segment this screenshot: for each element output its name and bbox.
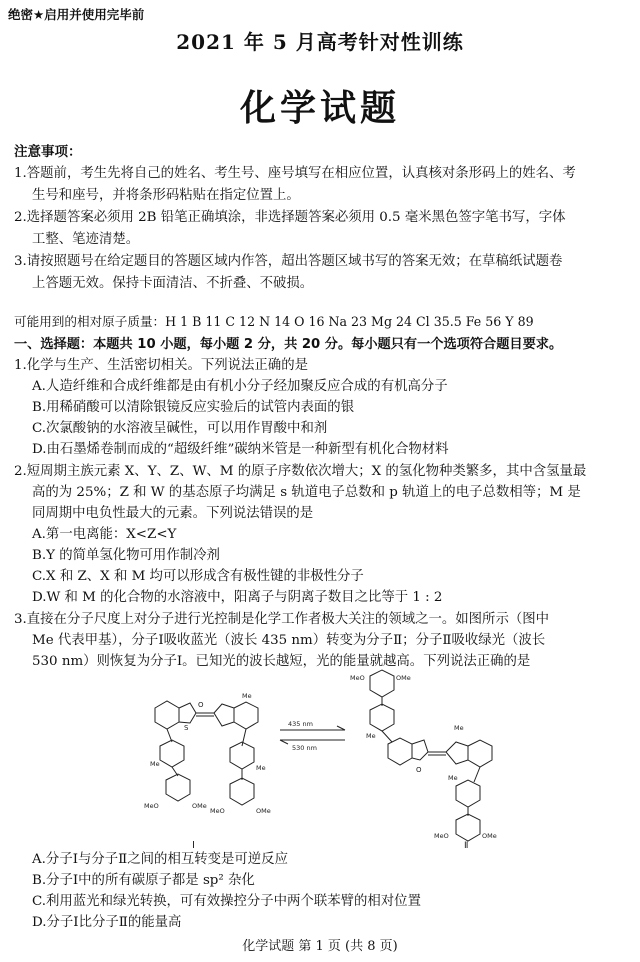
section-heading: 一、选择题：本题共 10 小题，每小题 2 分，共 20 分。每小题只有一个选项符合题目要求。 (14, 337, 563, 352)
methyl-label: Me (366, 732, 376, 740)
question-2-stem: 同周期中电负性最大的元素。下列说法错误的是 (32, 506, 314, 521)
question-3-option-d: D.分子Ⅰ比分子Ⅱ的能量高 (32, 915, 182, 930)
sulfur-atom: S (184, 724, 189, 732)
molecule-2-structure (370, 670, 492, 841)
question-1-stem: 1.化学与生产、生活密切相关。下列说法正确的是 (14, 358, 308, 373)
exam-title: 2021 年 5 月高考针对性训练 (176, 30, 464, 54)
notice-line: 1.答题前，考生先将自己的姓名、考生号、座号填写在相应位置，认真核对条形码上的姓名、考 (14, 166, 576, 181)
question-1-option-a: A.人造纤维和合成纤维都是由有机小分子经加聚反应合成的有机高分子 (32, 379, 448, 394)
question-2-option-c: C.X 和 Z、X 和 M 均可以形成含有极性键的非极性分子 (32, 569, 364, 584)
methyl-label: Me (150, 760, 160, 768)
question-1-option-b: B.用稀硝酸可以清除银镜反应实验后的试管内表面的银 (32, 400, 355, 415)
notice-line: 上答题无效。保持卡面清洁、不折叠、不破损。 (32, 276, 314, 291)
methoxy-label: MeO (350, 674, 365, 682)
methoxy-label: OMe (396, 674, 411, 682)
atomic-masses: 可能用到的相对原子质量：H 1 B 11 C 12 N 14 O 16 Na 23 Mg 24 Cl 35.5 Fe 56 Y 89 (14, 314, 534, 329)
arrow-label-530: 530 nm (292, 744, 317, 752)
subject-title: 化学试题 (239, 87, 400, 129)
methoxy-label: MeO (144, 802, 159, 810)
question-1-option-c: C.次氯酸钠的水溶液呈碱性，可以用作胃酸中和剂 (32, 421, 328, 436)
methyl-label: Me (242, 692, 252, 700)
page-footer: 化学试题 第 1 页 (共 8 页) (242, 939, 398, 954)
question-3-option-a: A.分子Ⅰ与分子Ⅱ之间的相互转变是可逆反应 (32, 852, 288, 867)
question-2-stem: 2.短周期主族元素 X、Y、Z、W、M 的原子序数依次增大；X 的氢化物种类繁多，其中含氢量最 (14, 464, 587, 479)
methoxy-label: OMe (192, 802, 207, 810)
oxygen-atom: O (416, 766, 422, 774)
molecule-2-label: Ⅱ (464, 841, 469, 848)
question-2-stem: 高的为 25%；Z 和 W 的基态原子均满足 s 轨道电子总数和 p 轨道上的电子总数相等；M 是 (32, 485, 581, 500)
notice-line: 2.选择题答案必须用 2B 铅笔正确填涂，非选择题答案必须用 0.5 毫米黑色签字笔书写，字体 (14, 210, 566, 225)
question-2-option-b: B.Y 的简单氢化物可用作制冷剂 (32, 548, 220, 563)
confidential-mark: 绝密★启用并使用完毕前 (8, 7, 145, 22)
question-2-option-a: A.第一电离能：X<Z<Y (32, 527, 177, 542)
question-3-stem: 3.直接在分子尺度上对分子进行光控制是化学工作者极大关注的领域之一。如图所示（图中 (14, 612, 550, 627)
question-3-option-b: B.分子Ⅰ中的所有碳原子都是 sp² 杂化 (32, 873, 255, 888)
arrow-label-435: 435 nm (288, 720, 313, 728)
question-1-option-d: D.由石墨烯卷制而成的“超级纤维”碳纳米管是一种新型有机化合物材料 (32, 442, 449, 457)
notice-line: 工整、笔迹清楚。 (32, 232, 140, 247)
methyl-label: Me (454, 724, 464, 732)
question-3-stem: 530 nm）则恢复为分子Ⅰ。已知光的波长越短，光的能量就越高。下列说法正确的是 (32, 654, 531, 669)
oxygen-atom: O (198, 701, 204, 709)
notice-line: 3.请按照题号在给定题目的答题区域内作答，超出答题区域书写的答案无效；在草稿纸试题卷 (14, 254, 563, 269)
methoxy-label: OMe (482, 832, 497, 840)
notice-heading: 注意事项： (14, 144, 82, 160)
question-3-stem: Me 代表甲基），分子Ⅰ吸收蓝光（波长 435 nm）转变为分子Ⅱ；分子Ⅱ吸收绿光（波长 (32, 633, 546, 648)
molecule-1-label: Ⅰ (192, 840, 195, 848)
methyl-label: Me (256, 764, 266, 772)
notice-line: 生号和座号，并将条形码粘贴在指定位置上。 (32, 188, 300, 203)
question-3-option-c: C.利用蓝光和绿光转换，可有效操控分子中两个联苯臂的相对位置 (32, 894, 421, 909)
methyl-label: Me (448, 774, 458, 782)
reversible-arrows (280, 726, 345, 744)
methoxy-label: OMe (256, 807, 271, 815)
molecule-1-structure (155, 701, 258, 805)
methoxy-label: MeO (210, 807, 225, 815)
question-2-option-d: D.W 和 M 的化合物的水溶液中，阳离子与阴离子数目之比等于 1 : 2 (32, 590, 443, 605)
molecular-switch-figure (130, 668, 530, 848)
methoxy-label: MeO (434, 832, 449, 840)
